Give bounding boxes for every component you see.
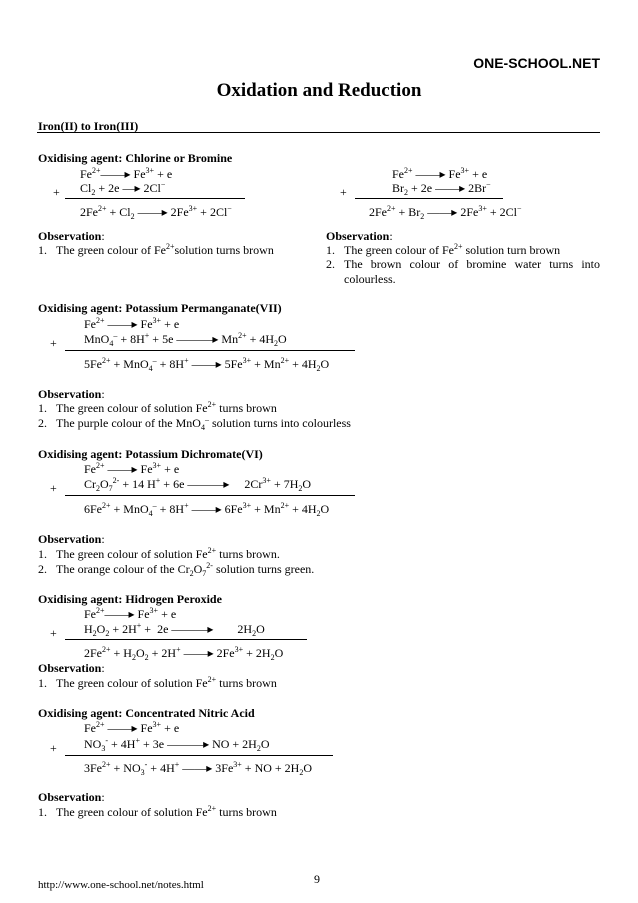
equation-rule: [65, 755, 333, 756]
site-brand: ONE-SCHOOL.NET: [473, 55, 600, 71]
observation-item: 2. The orange colour of the $Cr_2O_7^{2-}$ solution turns green.: [38, 561, 315, 578]
observation-label: Observation:: [38, 387, 105, 401]
equation-rule: [65, 350, 355, 351]
observation-label: Observation:: [38, 532, 105, 546]
observation-item: 1. The green colour of solution $Fe^{2+}$ turns brown: [38, 804, 277, 819]
observation-label: Observation:: [326, 229, 393, 243]
nitric-overall-eq: $3Fe^{2+} + NO_3^- + 4H^+$ ——▸ $3Fe^{3+}$ + NO + $2H_2O$: [84, 760, 313, 777]
dichromate-half-eq-1: $Fe^{2+}$ ——▸ $Fe^{3+} + e$: [84, 461, 180, 476]
page-number: 9: [314, 872, 320, 886]
plus-sign: +: [50, 481, 57, 495]
chlorine-half-eq-1: $Fe^{2+}——▸$ $Fe^{3+} + e$: [80, 166, 173, 181]
nitric-half-eq-1: $Fe^{2+}$ ——▸ $Fe^{3+} + e$: [84, 720, 180, 735]
peroxide-half-eq-1: $Fe^{2+}——▸$ $Fe^{3+} + e$: [84, 606, 177, 621]
equation-rule: [65, 198, 245, 199]
dichromate-half-eq-2: $Cr_2O_7^{2-} + 14$ H+ + 6e ———▸ $2Cr^{3+} + 7H_2O$: [84, 476, 312, 493]
bromine-overall-eq: $2Fe^{2+} + Br_2$ ——▸ $2Fe^{3+} + 2Cl^-$: [369, 204, 522, 221]
dichromate-overall-eq: $6Fe^{2+} + MnO_4^- + 8H^+$ ——▸ $6Fe^{3+} + Mn^{2+} + 4H_2O$: [84, 501, 330, 518]
dichromate-heading: Oxidising agent: Potassium Dichromate(VI): [38, 447, 263, 461]
plus-sign: +: [50, 336, 57, 350]
bromine-half-eq-1: $Fe^{2+}$ ——▸ $Fe^{3+} + e$: [392, 166, 488, 181]
peroxide-half-eq-2: $H_2O_2 + 2H^+ + 2e$ ———▸ $2H_2O$: [84, 621, 265, 638]
observation-label: Observation:: [38, 790, 105, 804]
observation-item: 2. The brown colour of bromine water turns into colourless.: [326, 257, 600, 286]
nitric-half-eq-2: $NO_3^- + 4H^+ + 3e$ ———▸ NO + $2H_2O$: [84, 736, 270, 753]
nitric-heading: Oxidising agent: Concentrated Nitric Acid: [38, 706, 255, 720]
plus-sign: +: [50, 626, 57, 640]
equation-rule: [65, 495, 355, 496]
section-heading: Iron(II) to Iron(III): [38, 119, 139, 133]
observation-item: 1. The green colour of $Fe^{2+}solution$ turns brown: [38, 242, 274, 257]
observation-item: 1. The green colour of solution $Fe^{2+}$ turns brown.: [38, 546, 280, 561]
bromine-half-eq-2: $Br_2 + 2e$ ——▸ 2Br−: [392, 180, 491, 197]
observation-item: 1. The green colour of solution $Fe^{2+}$ turns brown: [38, 400, 277, 415]
plus-sign: +: [50, 741, 57, 755]
peroxide-heading: Oxidising agent: Hidrogen Peroxide: [38, 592, 222, 606]
observation-label: Observation:: [38, 229, 105, 243]
observation-item: 1. The green colour of solution $Fe^{2+}$ turns brown: [38, 675, 277, 690]
footer-url-link[interactable]: http://www.one-school.net/notes.html: [38, 879, 204, 891]
plus-sign: +: [53, 185, 60, 199]
permanganate-overall-eq: $5Fe^{2+} + MnO_4^- + 8H^+$ ——▸ $5Fe^{3+} + Mn^{2+} + 4H_2O$: [84, 356, 330, 373]
peroxide-overall-eq: $2Fe^{2+} + H_2O_2 + 2H^+$ ——▸ $2Fe^{3+} + 2H_2O$: [84, 645, 284, 662]
equation-rule: [65, 639, 307, 640]
page-title: Oxidation and Reduction: [216, 80, 422, 101]
plus-sign: +: [340, 185, 347, 199]
observation-label: Observation:: [38, 661, 105, 675]
chlorine-heading: Oxidising agent: Chlorine or Bromine: [38, 151, 233, 165]
observation-item: 2. The purple colour of the MnO$_4$– solution turns into colourless: [38, 415, 351, 432]
section-divider: [37, 132, 600, 133]
chlorine-overall-eq: $2Fe^{2+} + Cl_2$ ——▸ $2Fe^{3+} + 2Cl^-$: [80, 204, 232, 221]
observation-item: 1. The green colour of $Fe^{2+}$ solution turn brown: [326, 242, 561, 257]
permanganate-heading: Oxidising agent: Potassium Permanganate(VII): [38, 301, 282, 315]
permanganate-half-eq-1: $Fe^{2+}$ ——▸ $Fe^{3+} + e$: [84, 316, 180, 331]
equation-rule: [355, 198, 503, 199]
permanganate-half-eq-2: MnO$_4$– + 8H+ + 5e ———▸ $Mn^{2+} + 4H_2O$: [84, 331, 287, 348]
chlorine-half-eq-2: $Cl_2 + 2e$ —▸ 2Cl−: [80, 180, 166, 197]
